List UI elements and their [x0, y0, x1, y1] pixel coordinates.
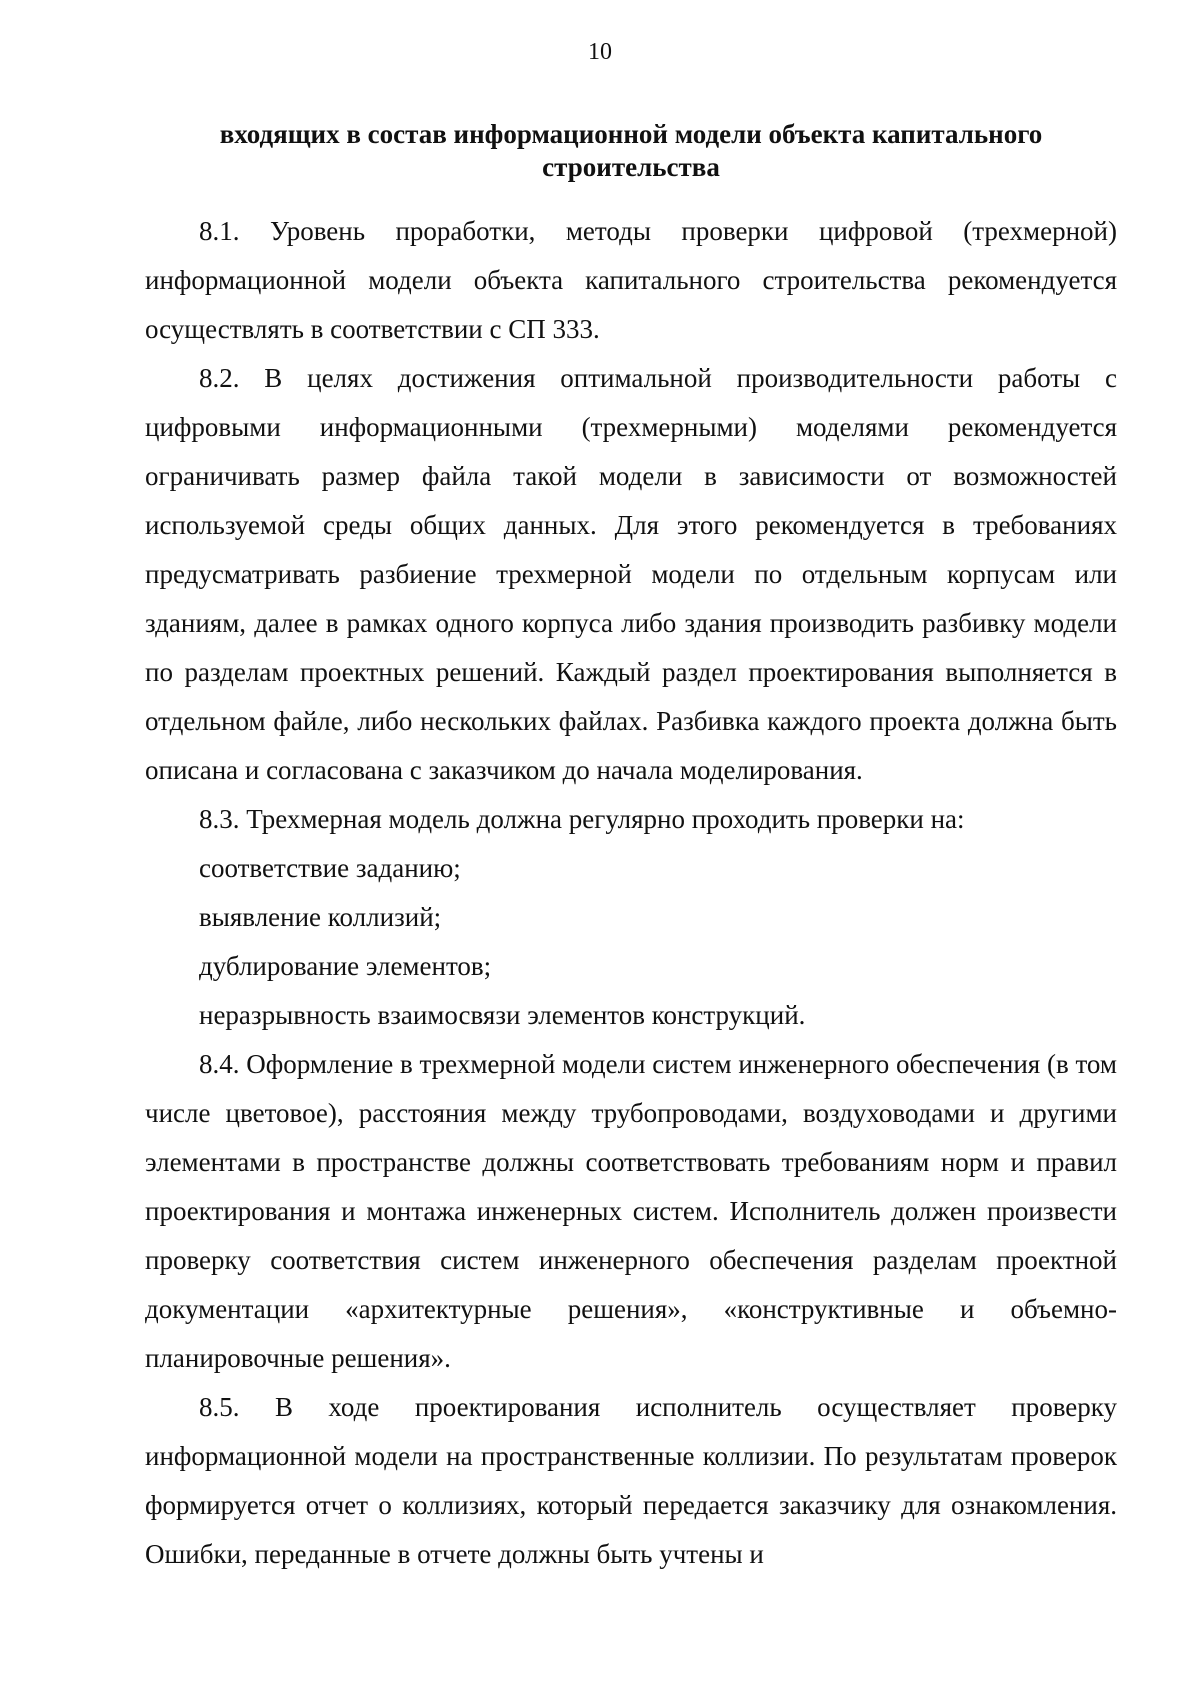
- list-item: неразрывность взаимосвязи элементов конструкций.: [199, 1000, 806, 1030]
- section-heading-line-1: входящих в состав информационной модели объекта капитального: [219, 119, 1043, 149]
- paragraph-8-4: 8.4. Оформление в трехмерной модели систем инженерного обеспечения (в том числе цветовое), расстояния между трубопроводами, воздуховодами и другими элементами в пространстве должны соответствовать требованиям норм и правил проектирования и монтажа инженерных систем. Исполнитель должен произвести проверку соответствия систем инженерного обеспечения разделам проектной документации «архитектурные решения», «конструктивные и объемно-планировочные решения».: [145, 1049, 1117, 1373]
- document-body: [145, 118, 1117, 1579]
- paragraph-8-3: 8.3. Трехмерная модель должна регулярно проходить проверки на:: [199, 804, 965, 834]
- section-heading-line-2: строительства: [542, 152, 720, 182]
- list-item: выявление коллизий;: [199, 902, 442, 932]
- list-item: соответствие заданию;: [199, 853, 461, 883]
- list-item: дублирование элементов;: [199, 951, 492, 981]
- paragraph-8-2: 8.2. В целях достижения оптимальной производительности работы с цифровыми информационными (трехмерными) моделями рекомендуется ограничивать размер файла такой модели в зависимости от возможностей используемой среды общих данных. Для этого рекомендуется в требованиях предусматривать разбиение трехмерной модели по отдельным корпусам или зданиям, далее в рамках одного корпуса либо здания производить разбивку модели по разделам проектных решений. Каждый раздел проектирования выполняется в отдельном файле, либо нескольких файлах. Разбивка каждого проекта должна быть описана и согласована с заказчиком до начала моделирования.: [145, 363, 1117, 785]
- section-heading: [145, 118, 1117, 184]
- paragraph-8-5: 8.5. В ходе проектирования исполнитель осуществляет проверку информационной модели на пространственные коллизии. По результатам проверок формируется отчет о коллизиях, который передается заказчику для ознакомления. Ошибки, переданные в отчете должны быть учтены и: [145, 1392, 1117, 1569]
- page-number: 10: [588, 39, 612, 65]
- paragraph-8-1: 8.1. Уровень проработки, методы проверки цифровой (трехмерной) информационной модели объекта капитального строительства рекомендуется осуществлять в соответствии с СП 333.: [145, 216, 1117, 344]
